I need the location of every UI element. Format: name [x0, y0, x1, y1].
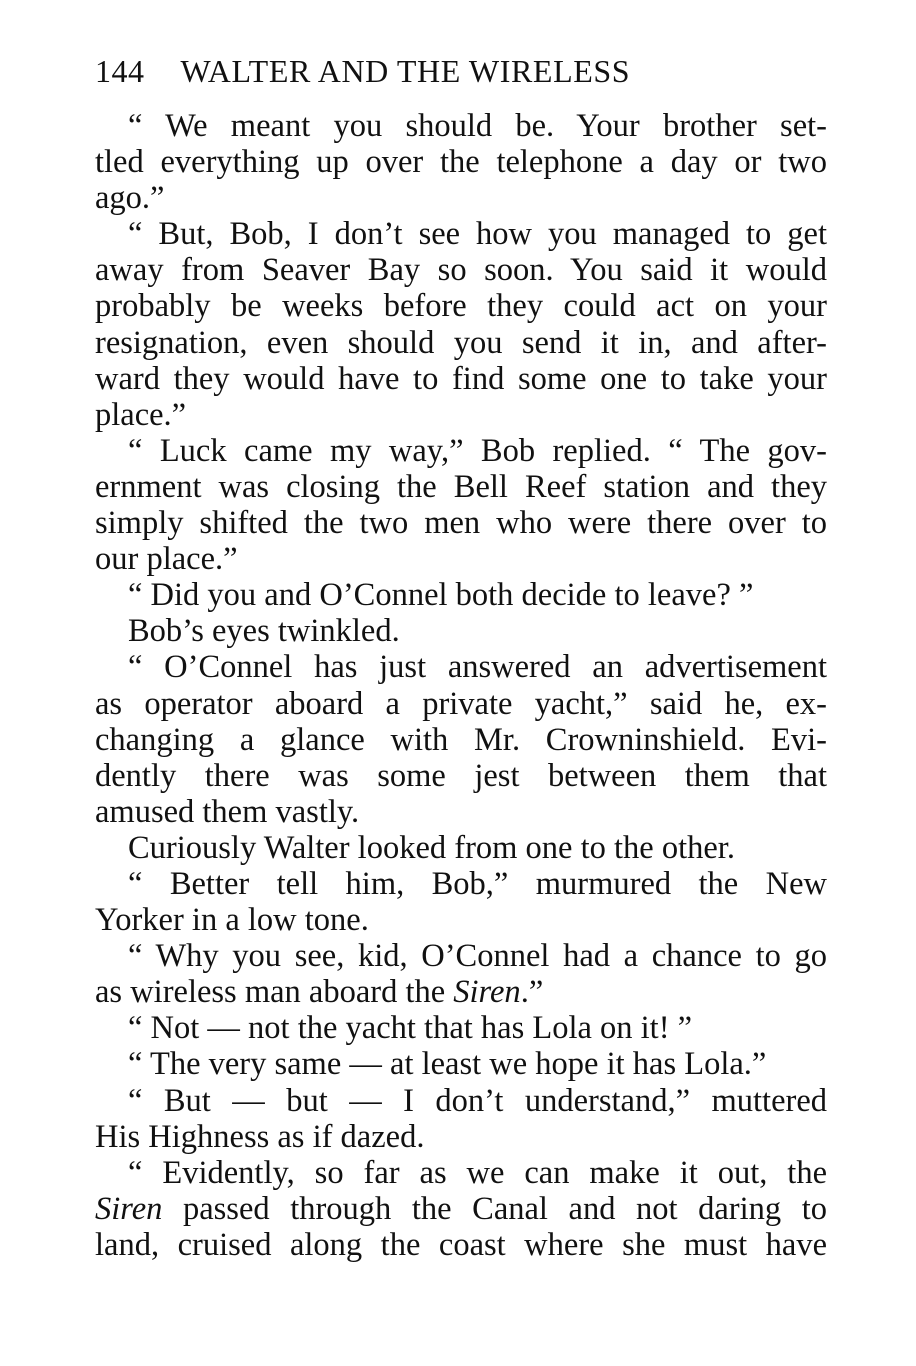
text-line: ernment was closing the Bell Reef station and they: [95, 468, 827, 505]
text-line: “ O’Connel has just answered an advertisement: [128, 649, 827, 686]
body-text: [95, 108, 827, 1263]
text-line: “ Why you see, kid, O’Connel had a chance to go: [128, 938, 827, 975]
text-line: “ We meant you should be. Your brother set-: [128, 108, 827, 144]
text-line: as operator aboard a private yacht,” said he, ex-: [95, 685, 827, 722]
text-line: as wireless man aboard the Siren.”: [95, 974, 544, 1011]
book-title: WALTER AND THE WIRELESS: [180, 53, 631, 89]
text-line: ago.”: [95, 180, 165, 217]
text-line: “ Better tell him, Bob,” murmured the New: [128, 865, 827, 902]
text-line: “ Not — not the yacht that has Lola on it! ”: [128, 1010, 693, 1047]
text-line: “ The very same — at least we hope it has Lola.”: [128, 1046, 767, 1083]
text-line: “ But, Bob, I don’t see how you managed to get: [128, 216, 827, 253]
text-line: changing a glance with Mr. Crowninshield. Evi-: [95, 721, 827, 758]
text-line: “ But — but — I don’t understand,” muttered: [128, 1082, 827, 1119]
text-line: ward they would have to find some one to take your: [95, 360, 827, 397]
text-line: land, cruised along the coast where she must have: [95, 1226, 827, 1263]
text-line: our place.”: [95, 541, 238, 578]
text-line: Bob’s eyes twinkled.: [128, 613, 400, 650]
text-line: amused them vastly.: [95, 793, 360, 830]
text-line: dently there was some jest between them that: [95, 757, 827, 794]
running-head: [95, 50, 735, 92]
text-line: simply shifted the two men who were there over to: [95, 505, 827, 542]
text-line: Yorker in a low tone.: [95, 902, 369, 939]
text-line: tled everything up over the telephone a day or two: [95, 144, 827, 181]
text-line: Curiously Walter looked from one to the other.: [128, 829, 735, 866]
text-line: place.”: [95, 396, 187, 433]
page-number: 144: [95, 53, 145, 89]
text-line: probably be weeks before they could act on your: [95, 288, 827, 325]
text-line: away from Seaver Bay so soon. You said it would: [95, 252, 827, 289]
text-line: “ Luck came my way,” Bob replied. “ The gov-: [128, 432, 827, 469]
text-line: Siren passed through the Canal and not daring to: [95, 1190, 827, 1227]
text-line: resignation, even should you send it in, and after-: [95, 324, 827, 361]
text-line: “ Evidently, so far as we can make it out, the: [128, 1154, 827, 1191]
text-line: His Highness as if dazed.: [95, 1118, 425, 1155]
text-line: “ Did you and O’Connel both decide to leave? ”: [128, 577, 754, 614]
